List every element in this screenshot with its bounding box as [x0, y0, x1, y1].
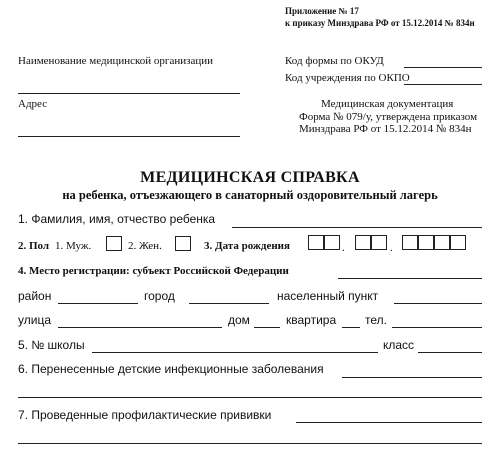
vaccinations-field-continued[interactable] — [18, 443, 482, 444]
address-line[interactable] — [18, 136, 240, 137]
apartment-label: квартира — [286, 313, 337, 327]
house-field[interactable] — [254, 327, 280, 328]
org-name-label: Наименование медицинской организации — [18, 55, 213, 67]
registration-label: 4. Место регистрации: субъект Российской Федерации — [18, 265, 289, 277]
okpo-label: Код учреждения по ОКПО — [285, 72, 410, 84]
birth-day-digit-2[interactable] — [324, 235, 340, 250]
apartment-field[interactable] — [342, 327, 360, 328]
okud-label: Код формы по ОКУД — [285, 55, 384, 67]
sex-male-label: 1. Муж. — [55, 240, 92, 252]
district-field[interactable] — [58, 303, 138, 304]
child-name-label: 1. Фамилия, имя, отчество ребенка — [18, 212, 216, 226]
district-label: район — [18, 289, 52, 303]
house-label: дом — [228, 313, 250, 327]
document-title: МЕДИЦИНСКАЯ СПРАВКА — [140, 169, 360, 186]
birth-day-digit-1[interactable] — [308, 235, 324, 250]
street-label: улица — [18, 313, 51, 327]
phone-label: тел. — [365, 313, 387, 327]
birth-year-digit-1[interactable] — [402, 235, 418, 250]
sex-label: 2. Пол — [18, 240, 50, 252]
settlement-label: населенный пункт — [277, 289, 379, 303]
birth-year-digit-4[interactable] — [450, 235, 466, 250]
vaccinations-label: 7. Проведенные профилактические прививки — [18, 408, 272, 422]
sex-male-checkbox[interactable] — [106, 236, 122, 251]
settlement-field[interactable] — [394, 303, 482, 304]
school-field[interactable] — [92, 352, 378, 353]
city-field[interactable] — [189, 303, 269, 304]
form-number: Форма № 079/у, утверждена приказом — [299, 111, 478, 123]
document-subtitle: на ребенка, отъезжающего в санаторный оздоровительный лагерь — [62, 188, 438, 202]
appendix-order: к приказу Минздрава РФ от 15.12.2014 № 834н — [285, 18, 475, 28]
city-label: город — [144, 289, 175, 303]
birth-date-label: 3. Дата рождения — [204, 240, 290, 252]
class-field[interactable] — [418, 352, 482, 353]
sex-female-checkbox[interactable] — [175, 236, 191, 251]
class-label: класс — [383, 338, 415, 352]
okud-field[interactable] — [404, 67, 482, 68]
vaccinations-field[interactable] — [296, 422, 482, 423]
phone-field[interactable] — [392, 327, 482, 328]
doc-type: Медицинская документация — [321, 98, 454, 110]
appendix-number: Приложение № 17 — [285, 6, 359, 16]
child-name-field[interactable] — [232, 227, 482, 228]
okpo-field[interactable] — [404, 84, 482, 85]
diseases-field[interactable] — [342, 377, 482, 378]
birth-date-separator: . — [390, 242, 393, 254]
birth-month-digit-2[interactable] — [371, 235, 387, 250]
birth-date-separator: . — [342, 242, 345, 254]
birth-month-digit-1[interactable] — [355, 235, 371, 250]
diseases-label: 6. Перенесенные детские инфекционные заболевания — [18, 362, 324, 376]
birth-year-digit-2[interactable] — [418, 235, 434, 250]
birth-year-digit-3[interactable] — [434, 235, 450, 250]
diseases-field-continued[interactable] — [18, 397, 482, 398]
address-label: Адрес — [18, 98, 48, 110]
sex-female-label: 2. Жен. — [128, 240, 162, 252]
region-field[interactable] — [338, 278, 482, 279]
form-order: Минздрава РФ от 15.12.2014 № 834н — [299, 123, 472, 135]
street-field[interactable] — [58, 327, 222, 328]
org-name-line[interactable] — [18, 93, 240, 94]
school-label: 5. № школы — [18, 338, 85, 352]
